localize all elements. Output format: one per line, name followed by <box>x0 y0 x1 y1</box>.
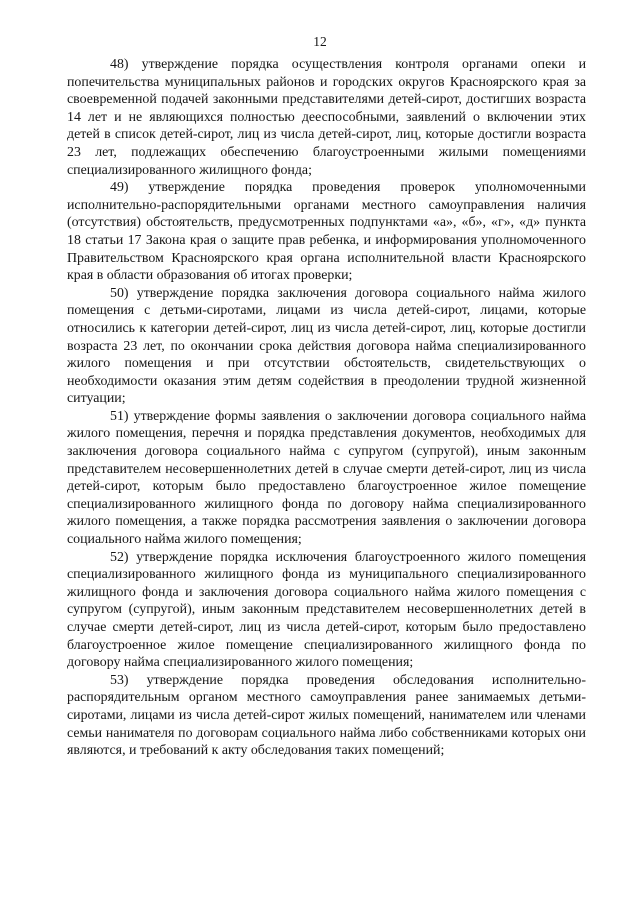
paragraph-48: 48) утверждение порядка осуществления контроля органами опеки и попечительства муниципальных районов и городских округов Красноярского края за своевременной подачей законными представителями детей-сирот, достигших возраста 14 лет и не являющихся полностью дееспособными, заявлений о включении этих детей в список детей-сирот, лиц из числа детей-сирот, лиц, которые достигли возраста 23 лет, подлежащих обеспечению благоустроенными жилыми помещениями специализированного жилищного фонда; <box>67 57 586 178</box>
paragraph-49: 49) утверждение порядка проведения проверок уполномоченными исполнительно-распорядительными органами местного самоуправления наличия (отсутствия) обстоятельств, предусмотренных подпунктами «а», «б», «г», «д» пункта 18 статьи 17 Закона края о защите прав ребенка, и информирования уполномоченного Правительством Красноярского края органа исполнительной власти Красноярского края в области образования об итогах проверки; <box>67 180 586 284</box>
document-body <box>67 56 586 760</box>
paragraph-52: 52) утверждение порядка исключения благоустроенного жилого помещения специализированного жилищного фонда из муниципального специализированного жилищного фонда и заключения договора социального найма жилого помещения с супругом (супругой), иным законным представителем несовершеннолетних детей в случае смерти детей-сирот, лиц из числа детей-сирот, которым было предоставлено благоустроенное жилое помещение специализированного жилищного фонда по договору найма специализированного жилого помещения; <box>67 549 586 671</box>
paragraph-53: 53) утверждение порядка проведения обследования исполнительно-распорядительным органом местного самоуправления ранее занимаемых детьми-сиротами, лицами из числа детей-сирот жилых помещений, нанимателем или членами семьи нанимателя по договорам социального найма либо собственниками которых они являются, и требований к акту обследования таких помещений; <box>67 672 586 759</box>
page-number: 12 <box>313 34 327 49</box>
paragraph-50: 50) утверждение порядка заключения договора социального найма жилого помещения с детьми-сиротами, лицами из числа детей-сирот, лицами, которые относились к категории детей-сирот, лиц из числа детей-сирот, лиц, которые достигли возраста 23 лет, по окончании срока действия договора найма специализированного жилого помещения и при отсутствии обстоятельств, свидетельствующих о необходимости оказания этим детям содействия в преодолении трудной жизненной ситуации; <box>67 285 586 407</box>
paragraph-51: 51) утверждение формы заявления о заключении договора социального найма жилого помещения, перечня и порядка представления документов, необходимых для заключения договора социального найма с супругом (супругой), иным законным представителем несовершеннолетних детей в случае смерти детей-сирот, лиц из числа детей-сирот, которым было предоставлено благоустроенное жилое помещение специализированного жилищного фонда по договору найма специализированного жилого помещения, а также порядка рассмотрения заявления о заключении договора социального найма жилого помещения; <box>67 408 586 548</box>
